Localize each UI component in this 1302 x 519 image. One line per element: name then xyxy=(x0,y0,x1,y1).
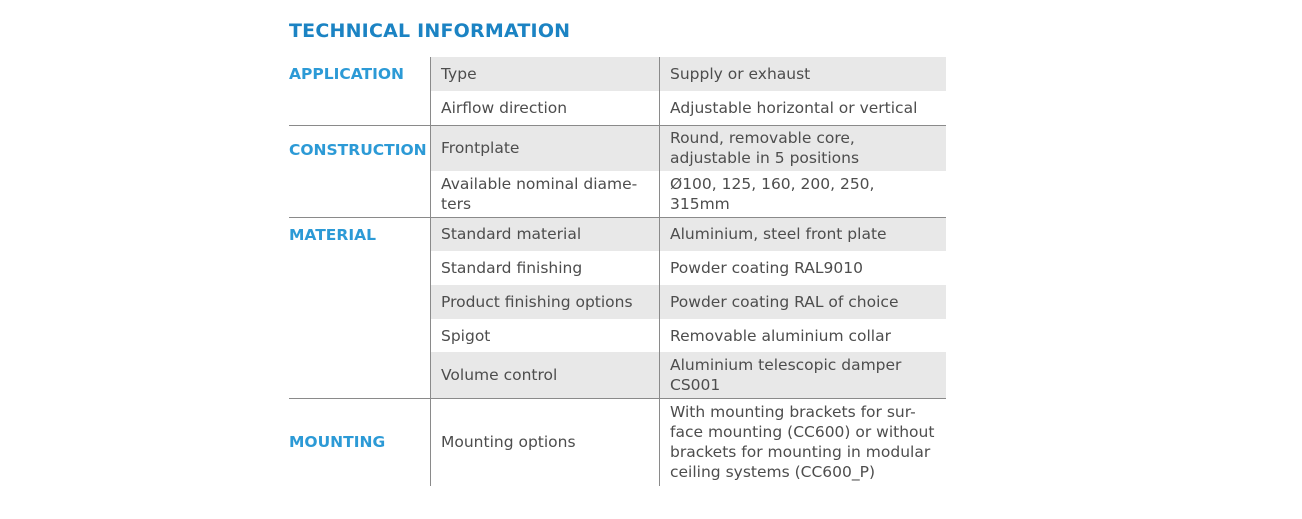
table-row xyxy=(289,125,946,171)
property-cell: Spigot xyxy=(431,319,660,352)
table-row xyxy=(289,398,946,486)
category-construction: CONSTRUCTION xyxy=(289,125,431,217)
value-cell: Ø100, 125, 160, 200, 250, 315mm xyxy=(670,174,875,213)
page-title: TECHNICAL INFORMATION xyxy=(289,20,571,42)
value-cell: Aluminium, steel front plate xyxy=(660,217,947,251)
property-cell: Airflow direction xyxy=(431,91,660,125)
table-row xyxy=(289,57,946,91)
value-cell: With mounting brackets for sur-face mounting (CC600) or without brackets for mounting in modular ceiling systems (CC600_P) xyxy=(660,398,947,486)
value-cell: Supply or exhaust xyxy=(660,57,947,91)
table-row xyxy=(289,217,946,251)
value-cell: Round, removable core, adjustable in 5 positions xyxy=(660,125,947,171)
property-cell: Available nominal diame-ters xyxy=(431,171,660,217)
property-cell: Volume control xyxy=(431,352,660,398)
property-cell: Mounting options xyxy=(431,398,660,486)
property-cell: Standard material xyxy=(431,217,660,251)
category-material: MATERIAL xyxy=(289,217,431,398)
property-cell: Type xyxy=(431,57,660,91)
category-application: APPLICATION xyxy=(289,57,431,125)
value-cell: Powder coating RAL of choice xyxy=(660,285,947,319)
value-cell: Aluminium telescopic damper CS001 xyxy=(660,352,947,398)
technical-information-table xyxy=(289,57,946,486)
category-mounting: MOUNTING xyxy=(289,398,431,486)
value-cell: Powder coating RAL9010 xyxy=(670,259,863,277)
property-cell: Frontplate xyxy=(431,125,660,171)
value-cell: Removable aluminium collar xyxy=(670,326,891,345)
property-cell: Product finishing options xyxy=(431,285,660,319)
value-cell: Adjustable horizontal or vertical xyxy=(670,98,918,117)
property-cell: Standard finishing xyxy=(431,251,660,285)
